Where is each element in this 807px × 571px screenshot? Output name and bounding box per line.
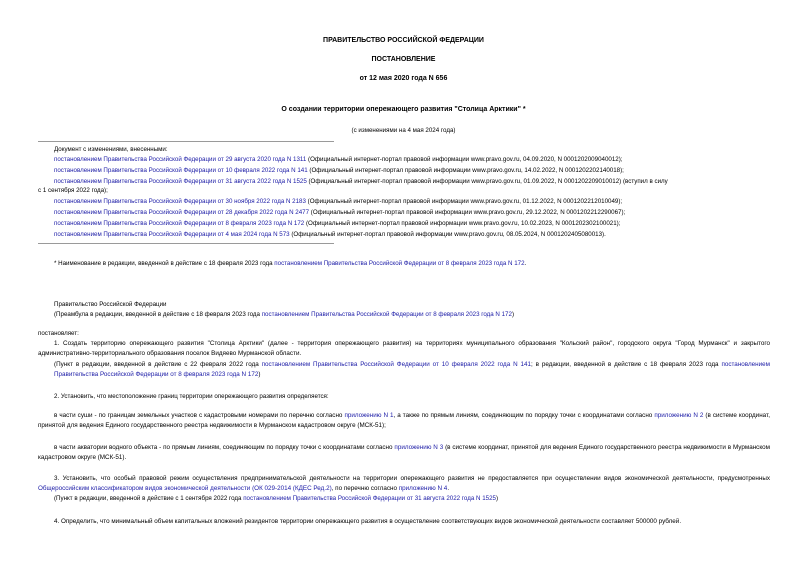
amendment-link[interactable]: постановлением Правительства Российской Федерации от 28 декабря 2022 года N 2477: [54, 209, 310, 216]
paragraph-3-note: [54, 494, 498, 503]
p3-note-link[interactable]: постановлением Правительства Российской Федерации от 31 августа 2022 года N 1525: [243, 495, 496, 502]
footnote-link[interactable]: постановлением Правительства Российской Федерации от 8 февраля 2023 года N 172: [274, 260, 525, 267]
title-footnote: [54, 259, 526, 268]
amendment-source: (Официальный интернет-портал правовой информации www.pravo.gov.ru, 01.12.2022, N 0001202212010049);: [305, 198, 623, 205]
appendix-3-link[interactable]: приложению N 3: [394, 444, 444, 451]
amendment-item: [54, 177, 668, 186]
amendment-item: [54, 219, 620, 228]
p2b-text-1: в части акватории водного объекта - по прямым линиям, соединяющим по порядку точки с координатами согласно: [54, 444, 395, 451]
amendment-link[interactable]: постановлением Правительства Российской Федерации от 30 ноября 2022 года N 2183: [54, 198, 306, 205]
paragraph-4: 4. Определить, что минимальный объем капитальных вложений резидентов территории опережающего развития в осуществление соответствующих видов экономической деятельности составляет 500000 рублей.: [54, 518, 682, 525]
p1-note-text: (Пункт в редакции, введенной в действие с 22 февраля 2022 года: [54, 361, 262, 368]
top-divider: [38, 141, 334, 142]
preamble-note-text: (Преамбула в редакции, введенной в действие с 18 февраля 2023 года: [54, 311, 262, 318]
amendment-link[interactable]: постановлением Правительства Российской Федерации от 29 августа 2020 года N 1311: [54, 156, 307, 163]
p1-note-link-2[interactable]: постановлением Правительства Российской Федерации от 8 февраля 2023 года N 172: [54, 361, 770, 378]
amendment-item: [54, 197, 622, 206]
paragraph-3: [38, 474, 770, 494]
amendment-item: [54, 155, 623, 164]
footnote-end: .: [524, 260, 527, 267]
preamble-note-end: ): [511, 311, 515, 318]
amendment-source: (Официальный интернет-портал правовой информации www.pravo.gov.ru, 14.02.2022, N 0001202202140018);: [307, 167, 624, 174]
p2a-text-2: , а также по прямым линиям, соединяющим по порядку точки с координатами согласно: [393, 412, 655, 419]
revision-note: (с изменениями на 4 мая 2024 года): [351, 127, 456, 134]
p2a-text-1: в части суши - по границам земельных участков с кадастровыми номерами по перечню согласно: [54, 412, 345, 419]
amendment-source: (Официальный интернет-портал правовой информации www.pravo.gov.ru, 04.09.2020, N 0001202009040012);: [306, 156, 623, 163]
p2b-text-2: (в системе координат, принятой для ведения Единого государственного реестра недвижимости в Мурманском кадастровом округе (МСК-51).: [38, 444, 770, 461]
p3-note-end: ): [495, 495, 499, 502]
p2a-text-3: (в системе координат, принятой для ведения Единого государственного реестра недвижимости в Мурманском кадастровом округе (МСК-51);: [38, 412, 770, 429]
appendix-4-link[interactable]: приложению N 4: [398, 485, 448, 492]
p1-note-end: ): [258, 371, 261, 378]
issuer-heading: ПРАВИТЕЛЬСТВО РОССИЙСКОЙ ФЕДЕРАЦИИ: [323, 37, 484, 44]
p3-text-2: , по перечню согласно: [331, 485, 399, 492]
amendment-source: (Официальный интернет-портал правовой информации www.pravo.gov.ru, 08.05.2024, N 0001202405080013).: [289, 231, 606, 238]
date-number-heading: от 12 мая 2020 года N 656: [359, 75, 448, 82]
p3-note-text: (Пункт в редакции, введенной в действие с 1 сентября 2022 года: [54, 495, 244, 502]
amendment-source: (Официальный интернет-портал правовой информации www.pravo.gov.ru, 10.02.2023, N 0001202302100021);: [304, 220, 621, 227]
amendment-link[interactable]: постановлением Правительства Российской Федерации от 31 августа 2022 года N 1525: [54, 178, 307, 185]
bottom-divider: [38, 243, 334, 244]
amendments-intro: Документ с изменениями, внесенными:: [54, 146, 168, 153]
paragraph-2: 2. Установить, что местоположение границ территории опережающего развития определяется:: [54, 393, 329, 400]
amendment-item: [54, 208, 625, 217]
p3-text-3: .: [447, 485, 450, 492]
p1-note-link-1[interactable]: постановлением Правительства Российской Федерации от 10 февраля 2022 года N 141: [261, 361, 532, 368]
body-issuer: Правительство Российской Федерации: [54, 301, 167, 308]
amendment-item: [54, 230, 606, 239]
preamble-link[interactable]: постановлением Правительства Российской Федерации от 8 февраля 2023 года N 172: [261, 311, 512, 318]
amendment-link[interactable]: постановлением Правительства Российской Федерации от 10 февраля 2022 года N 141: [54, 167, 308, 174]
footnote-text: * Наименование в редакции, введенной в действие с 18 февраля 2023 года: [54, 260, 275, 267]
document-title: О создании территории опережающего развития "Столица Арктики" *: [281, 106, 526, 113]
doc-type-heading: ПОСТАНОВЛЕНИЕ: [371, 56, 436, 63]
amendment-link[interactable]: постановлением Правительства Российской Федерации от 8 февраля 2023 года N 172: [54, 220, 305, 227]
amendment-item-continuation: с 1 сентября 2022 года);: [38, 187, 108, 194]
p3-text-1: 3. Установить, что особый правовой режим осуществления предпринимательской деятельности на территории опережающего развития не предоставляется при осуществлении видов экономической деятельности, предусмотренных: [54, 475, 770, 482]
p1-note-text-2: ; в редакции, введенной в действие с 18 февраля 2023 года: [531, 361, 722, 368]
paragraph-1-note: [38, 360, 770, 380]
amendment-item: [54, 166, 624, 175]
okved-classifier-link[interactable]: Общероссийским классификатором видов экономической деятельности (ОК 029-2014 (КДЕС Ред.2): [38, 485, 332, 492]
paragraph-2a: [38, 411, 770, 431]
paragraph-2b: [38, 443, 770, 463]
preamble-note: [54, 310, 514, 319]
amendment-link[interactable]: постановлением Правительства Российской Федерации от 4 мая 2024 года N 573: [54, 231, 290, 238]
decides-line: постановляет:: [38, 330, 79, 337]
appendix-2-link[interactable]: приложению N 2: [654, 412, 704, 419]
amendment-source: (Официальный интернет-портал правовой информации www.pravo.gov.ru, 29.12.2022, N 0001202212290067);: [309, 209, 626, 216]
appendix-1-link[interactable]: приложению N 1: [344, 412, 394, 419]
paragraph-1: 1. Создать территорию опережающего развития "Столица Арктики" (далее - территория опережающего развития) на территориях муниципального образования "Кольский район", городского округа "Город Мурманск" и закрытого административно-территориального образования поселок Видяево Мурманской области.: [38, 340, 770, 357]
amendment-source: (Официальный интернет-портал правовой информации www.pravo.gov.ru, 01.09.2022, N 0001202209010012) (вступил в силу: [306, 178, 668, 185]
